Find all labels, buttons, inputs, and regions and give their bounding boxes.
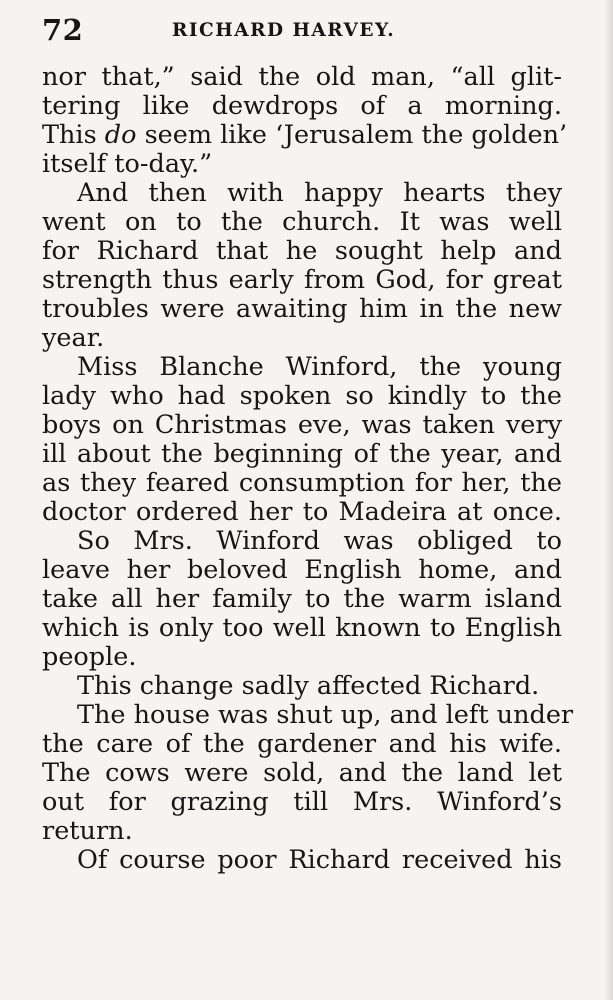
text-line: Miss Blanche Winford, the young bbox=[77, 352, 562, 382]
italic-emphasis: do bbox=[104, 120, 137, 150]
text-line: out for grazing till Mrs. Winford’s bbox=[42, 787, 562, 817]
text-line: the care of the gardener and his wife. bbox=[42, 729, 562, 759]
text-line: So Mrs. Winford was obliged to bbox=[77, 526, 562, 556]
text-line: nor that,” said the old man, “all glit- bbox=[42, 62, 562, 92]
text-line: year. bbox=[42, 323, 105, 353]
text-line: as they feared consumption for her, the bbox=[42, 468, 562, 498]
text-line: troubles were awaiting him in the new bbox=[42, 294, 562, 324]
text-line: doctor ordered her to Madeira at once. bbox=[42, 497, 562, 527]
text-line: take all her family to the warm island bbox=[42, 584, 562, 614]
text-line: leave her beloved English home, and bbox=[42, 555, 562, 585]
text-line bbox=[42, 120, 568, 150]
running-title: RICHARD HARVEY. bbox=[172, 20, 396, 41]
text-line: people. bbox=[42, 642, 137, 672]
text-line: went on to the church. It was well bbox=[42, 207, 562, 237]
page-header bbox=[42, 12, 562, 48]
text-line: And then with happy hearts they bbox=[77, 178, 562, 208]
text-line: Of course poor Richard received his bbox=[77, 845, 562, 875]
text-line: strength thus early from God, for great bbox=[42, 265, 562, 295]
text-line: This change sadly affected Richard. bbox=[77, 671, 540, 701]
text-line: which is only too well known to English bbox=[42, 613, 562, 643]
text-segment: This bbox=[42, 120, 105, 150]
text-line: boys on Christmas eve, was taken very bbox=[42, 410, 562, 440]
text-line: ill about the beginning of the year, and bbox=[42, 439, 562, 469]
text-line: return. bbox=[42, 816, 133, 846]
text-segment: seem like ‘Jerusalem the golden’ bbox=[136, 120, 568, 150]
body-text bbox=[42, 62, 574, 875]
text-line: itself to-day.” bbox=[42, 149, 213, 179]
text-line: for Richard that he sought help and bbox=[42, 236, 562, 266]
page-number: 72 bbox=[42, 13, 84, 47]
text-line: The cows were sold, and the land let bbox=[42, 758, 562, 788]
scan-edge-shadow bbox=[605, 0, 613, 1000]
text-line: The house was shut up, and left under bbox=[77, 700, 574, 730]
text-line: tering like dewdrops of a morning. bbox=[42, 91, 562, 121]
text-line: lady who had spoken so kindly to the bbox=[42, 381, 562, 411]
